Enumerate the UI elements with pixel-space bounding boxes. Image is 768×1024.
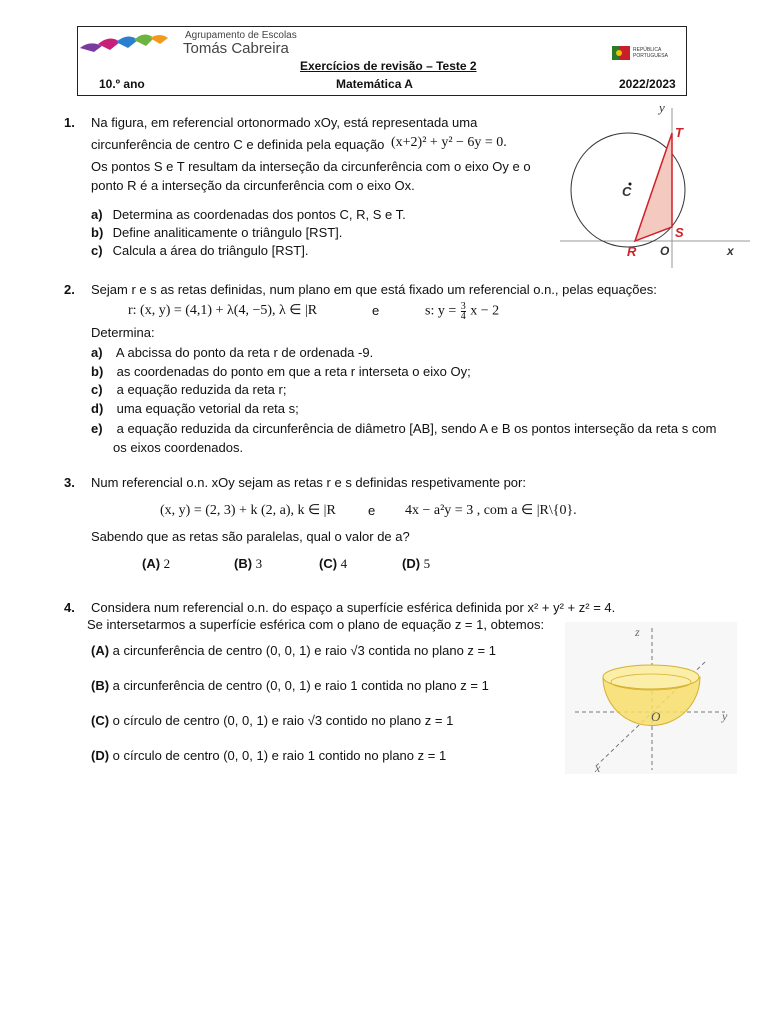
q3-intro: Num referencial o.n. xOy sejam as retas r e s definidas respetivamente por: xyxy=(91,475,526,490)
triangle-rst xyxy=(635,133,672,241)
q2-item-a xyxy=(91,345,373,360)
q3-option-d-label: (D) xyxy=(402,556,421,571)
label-s: S xyxy=(675,225,684,240)
q2-eq-and: e xyxy=(372,303,380,318)
q3-option-d[interactable] xyxy=(402,556,430,572)
q2-item-c-text: a equação reduzida da reta r; xyxy=(116,382,287,397)
q1-line4: ponto R é a interseção da circunferência com o eixo Ox. xyxy=(91,178,415,193)
q4-option-a-text: a circunferência de centro (0, 0, 1) e raio √3 contida no plano z = 1 xyxy=(112,643,496,658)
label-r: R xyxy=(627,244,637,259)
label-o: O xyxy=(651,709,661,724)
q1-item-a xyxy=(91,207,406,222)
school-year: 2022/2023 xyxy=(619,77,676,91)
q2-item-a-label: a) xyxy=(91,345,103,360)
q2-item-c xyxy=(91,382,286,397)
q4-option-d-label: (D) xyxy=(91,748,110,763)
q1-equation: (x+2)² + y² − 6y = 0. xyxy=(391,135,507,150)
q2-item-e-label: e) xyxy=(91,421,103,436)
q3-option-a-value: 2 xyxy=(163,556,171,571)
republic-flag-icon xyxy=(612,46,630,60)
q1-line2: circunferência de centro C e definida pela equação xyxy=(91,137,385,152)
q3-eq-r: (x, y) = (2, 3) + k (2, a), k ∈ |R xyxy=(160,503,336,518)
q2-item-c-label: c) xyxy=(91,382,103,397)
q1-item-b-label: b) xyxy=(91,225,104,240)
q4-option-c-label: (C) xyxy=(91,713,110,728)
q4-line2: Se intersetarmos a superfície esférica com o plano de equação z = 1, obtemos: xyxy=(87,617,545,632)
q2-item-b-text: as coordenadas do ponto em que a reta r interseta o eixo Oy; xyxy=(116,364,471,379)
label-o: O xyxy=(660,244,670,258)
q1-item-b-text: Define analiticamente o triângulo [RST]. xyxy=(112,225,343,240)
q4-option-a-label: (A) xyxy=(91,643,110,658)
label-x: x xyxy=(727,244,734,258)
q4-option-c[interactable] xyxy=(91,713,453,728)
school-logo-icon xyxy=(80,30,190,60)
q2-determine: Determina: xyxy=(91,325,155,340)
republic-label: REPÚBLICA PORTUGUESA xyxy=(633,47,668,59)
q2-item-b-label: b) xyxy=(91,364,104,379)
q2-eq-s-post: x − 2 xyxy=(470,303,500,319)
q4-option-d-text: o círculo de centro (0, 0, 1) e raio 1 contido no plano z = 1 xyxy=(112,748,447,763)
q4-option-a[interactable] xyxy=(91,643,496,658)
q4-option-c-text: o círculo de centro (0, 0, 1) e raio √3 contido no plano z = 1 xyxy=(112,713,454,728)
q1-number: 1. xyxy=(64,115,75,130)
q3-option-c-label: (C) xyxy=(319,556,338,571)
q1-item-c xyxy=(91,243,308,258)
q3-option-a[interactable] xyxy=(142,556,170,572)
q2-eq-s-den: 4 xyxy=(460,311,466,322)
q2-item-d-text: uma equação vetorial da reta s; xyxy=(116,401,299,416)
q2-item-d xyxy=(91,401,299,416)
q2-item-e-cont: os eixos coordenados. xyxy=(113,440,244,455)
q3-option-b-value: 3 xyxy=(255,556,263,571)
q1-item-c-label: c) xyxy=(91,243,103,258)
q3-option-a-label: (A) xyxy=(142,556,161,571)
q4-figure xyxy=(565,622,737,774)
q3-option-c-value: 4 xyxy=(340,556,348,571)
q4-option-b[interactable] xyxy=(91,678,489,693)
label-z: z xyxy=(635,625,640,639)
q4-option-b-label: (B) xyxy=(91,678,110,693)
page-title: Exercícios de revisão – Teste 2 xyxy=(300,59,477,73)
label-c: C xyxy=(622,184,632,199)
q1-item-a-text: Determina as coordenadas dos pontos C, R, S e T. xyxy=(112,207,406,222)
label-y: y xyxy=(722,709,728,723)
q3-option-b-label: (B) xyxy=(234,556,253,571)
q1-item-b xyxy=(91,225,342,240)
q3-eq-and: e xyxy=(368,503,376,518)
q3-option-b[interactable] xyxy=(234,556,262,572)
q1-line3: Os pontos S e T resultam da interseção da circunferência com o eixo Oy e o xyxy=(91,159,531,174)
q4-number: 4. xyxy=(64,600,75,615)
cut-plane-ellipse xyxy=(603,665,699,689)
q2-number: 2. xyxy=(64,282,75,297)
q3-question: Sabendo que as retas são paralelas, qual o valor de a? xyxy=(91,529,410,544)
q3-option-c[interactable] xyxy=(319,556,347,572)
q2-eq-s xyxy=(425,302,499,321)
q4-line1: Considera num referencial o.n. do espaço a superfície esférica definida por x² + y² + z² = 4. xyxy=(91,600,616,615)
subject: Matemática A xyxy=(336,77,413,91)
school-name-line2: Tomás Cabreira xyxy=(183,40,289,57)
q2-item-b xyxy=(91,364,471,379)
label-t: T xyxy=(675,125,683,140)
q2-intro: Sejam r e s as retas definidas, num plano em que está fixado um referencial o.n., pelas equações: xyxy=(91,282,657,297)
q2-item-d-label: d) xyxy=(91,401,104,416)
q2-eq-r: r: (x, y) = (4,1) + λ(4, −5), λ ∈ |R xyxy=(128,303,318,318)
q2-eq-s-num: 3 xyxy=(460,301,466,312)
label-y: y xyxy=(659,100,665,115)
grade: 10.º ano xyxy=(99,77,145,91)
q2-item-a-text: A abcissa do ponto da reta r de ordenada -9. xyxy=(115,345,374,360)
q1-figure xyxy=(555,98,755,270)
q2-eq-s-pre: s: y = xyxy=(425,303,457,319)
q1-item-a-label: a) xyxy=(91,207,103,222)
q4-option-b-text: a circunferência de centro (0, 0, 1) e raio 1 contida no plano z = 1 xyxy=(112,678,489,693)
q3-number: 3. xyxy=(64,475,75,490)
q3-option-d-value: 5 xyxy=(423,556,431,571)
q3-eq-s: 4x − a²y = 3 , com a ∈ |R\{0}. xyxy=(405,503,577,518)
q1-item-c-text: Calcula a área do triângulo [RST]. xyxy=(112,243,309,258)
q2-eq-s-fraction xyxy=(461,302,466,321)
q2-item-e xyxy=(91,421,716,436)
q4-option-d[interactable] xyxy=(91,748,446,763)
q2-item-e-text: a equação reduzida da circunferência de diâmetro [AB], sendo A e B os pontos interseção da reta s com xyxy=(116,421,717,436)
q1-line1: Na figura, em referencial ortonormado xOy, está representada uma xyxy=(91,115,478,130)
label-x: x xyxy=(595,761,601,774)
school-name-line1: Agrupamento de Escolas xyxy=(185,30,297,41)
